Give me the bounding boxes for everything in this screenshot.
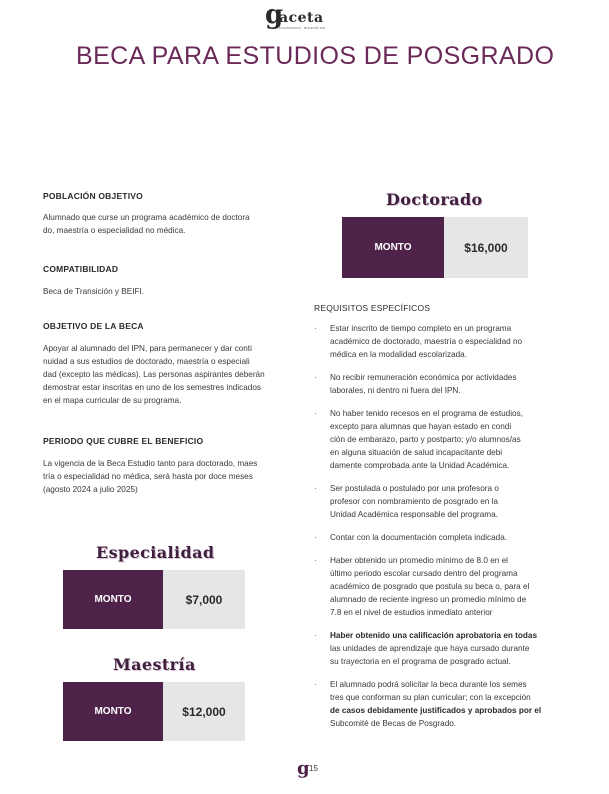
text-line: (agosto 2024 a julio 2025) [43, 485, 138, 494]
bullet: · [314, 373, 317, 382]
bullet: · [314, 680, 317, 689]
text-line: El alumnado podrá solicitar la beca durante los semes [330, 680, 527, 689]
poblacion-text [43, 211, 293, 237]
page-title: BECA PARA ESTUDIOS DE POSGRADO [76, 42, 555, 70]
text-line: damente comprobada ante la Unidad Académica. [330, 461, 510, 470]
list-item [314, 629, 572, 668]
text-line-bold [330, 704, 572, 717]
doctorado-title: Doctorado [386, 190, 483, 209]
text-line: las unidades de aprendizaje que haya cursado durante [330, 644, 530, 653]
bold-text: de casos debidamente justificados y aprobados por el [330, 706, 542, 715]
text-line: en alguna situación de salud incapacitante debi [330, 448, 503, 457]
text-line: demostrar estar inscritas en uno de los semestres indicados [43, 383, 261, 392]
text-line: laborales, ni dentro ni fuera del IPN. [330, 386, 461, 395]
bullet: · [314, 409, 317, 418]
text-line: en el mapa curricular de su programa. [43, 396, 182, 405]
page-number: 15 [309, 764, 318, 773]
text-line: Beca de Transición y BEIFI. [43, 287, 145, 296]
text-line: Haber obtenido un promedio mínimo de 8.0 en el [330, 556, 508, 565]
compatibilidad-heading: COMPATIBILIDAD [43, 264, 119, 274]
page-footer [297, 760, 337, 782]
text-line: Subcomité de Becas de Posgrado. [330, 719, 457, 728]
especialidad-monto-label: MONTO [63, 570, 163, 629]
text-line: do, maestría o especialidad no médica. [43, 226, 186, 235]
text-line: médica en la modalidad escolarizada. [330, 350, 467, 359]
text-line: académico de posgrado que postula su beca o, para el [330, 582, 530, 591]
maestria-monto-amount: $12,000 [163, 682, 245, 741]
objetivo-text [43, 342, 298, 407]
list-item [314, 554, 572, 619]
text-line: nuidad a sus estudios de doctorado, maestría o especiali [43, 357, 250, 366]
list-item [314, 531, 572, 544]
objetivo-heading: OBJETIVO DE LA BECA [43, 321, 144, 331]
doctorado-monto-label: MONTO [342, 217, 444, 278]
text-line: dad (excepto las médicas). Las personas aspirantes deberán [43, 370, 265, 379]
text-line: excepto para alumnas que hayan estado en condi [330, 422, 512, 431]
bullet: · [314, 533, 317, 542]
text-line-bold [330, 629, 572, 642]
especialidad-monto-amount: $7,000 [163, 570, 245, 629]
periodo-heading: PERIODO QUE CUBRE EL BENEFICIO [43, 436, 204, 446]
logo-mark: g [265, 0, 284, 30]
list-item [314, 482, 572, 521]
text-line: 7.8 en el nivel de estudios inmediato anterior [330, 608, 493, 617]
text-line: tres que conforman su plan curricular; con la excepción [330, 693, 531, 702]
requisitos-list [314, 322, 572, 740]
bold-text: Haber obtenido una calificación aprobatoria en todas [330, 631, 537, 640]
footer-logo-mark: g [297, 758, 310, 779]
list-item [314, 678, 572, 730]
compatibilidad-text [43, 285, 293, 298]
text-line: profesor con nombramiento de posgrado en la [330, 497, 498, 506]
text-line: La vigencia de la Beca Estudio tanto para doctorado, maes [43, 459, 258, 468]
maestria-title: Maestría [113, 655, 196, 674]
text-line: Apoyar al alumnado del IPN, para permanecer y dar conti [43, 344, 252, 353]
especialidad-title: Especialidad [96, 543, 215, 562]
text-line: alumnado de reciente ingreso un promedio mínimo de [330, 595, 527, 604]
list-item [314, 371, 572, 397]
gaceta-logo [265, 0, 337, 32]
bullet: · [314, 484, 317, 493]
text-line: Alumnado que curse un programa académico de doctora [43, 213, 250, 222]
doctorado-monto-amount: $16,000 [444, 217, 528, 278]
list-item [314, 322, 572, 361]
bullet: · [314, 556, 317, 565]
logo-tagline: POLITÉCNICA · BOLETÍN IPN [279, 26, 326, 30]
text-line: Contar con la documentación completa indicada. [330, 533, 508, 542]
text-line: ción de embarazo, parto y postparto; y/o alumnos/as [330, 435, 521, 444]
periodo-text [43, 457, 298, 496]
text-line: tría o especialidad no médica, será hasta por doce meses [43, 472, 253, 481]
text-line: su trayectoria en el programa de posgrado actual. [330, 657, 511, 666]
text-line: último periodo escolar cursado dentro del programa [330, 569, 518, 578]
text-line: Unidad Académica responsable del programa. [330, 510, 498, 519]
bullet: · [314, 631, 317, 640]
text-line: Ser postulada o postulado por una profesora o [330, 484, 499, 493]
poblacion-heading: POBLACIÓN OBJETIVO [43, 191, 143, 201]
requisitos-heading: REQUISITOS ESPECÍFICOS [314, 303, 431, 313]
bullet: · [314, 324, 317, 333]
maestria-monto-label: MONTO [63, 682, 163, 741]
text-line: No haber tenido recesos en el programa de estudios, [330, 409, 523, 418]
text-line: No recibir remuneración económica por actividades [330, 373, 517, 382]
text-line: académico de doctorado, maestría o especialidad no [330, 337, 523, 346]
list-item [314, 407, 572, 472]
text-line: Estar inscrito de tiempo completo en un programa [330, 324, 512, 333]
logo-word: aceta [279, 10, 324, 26]
